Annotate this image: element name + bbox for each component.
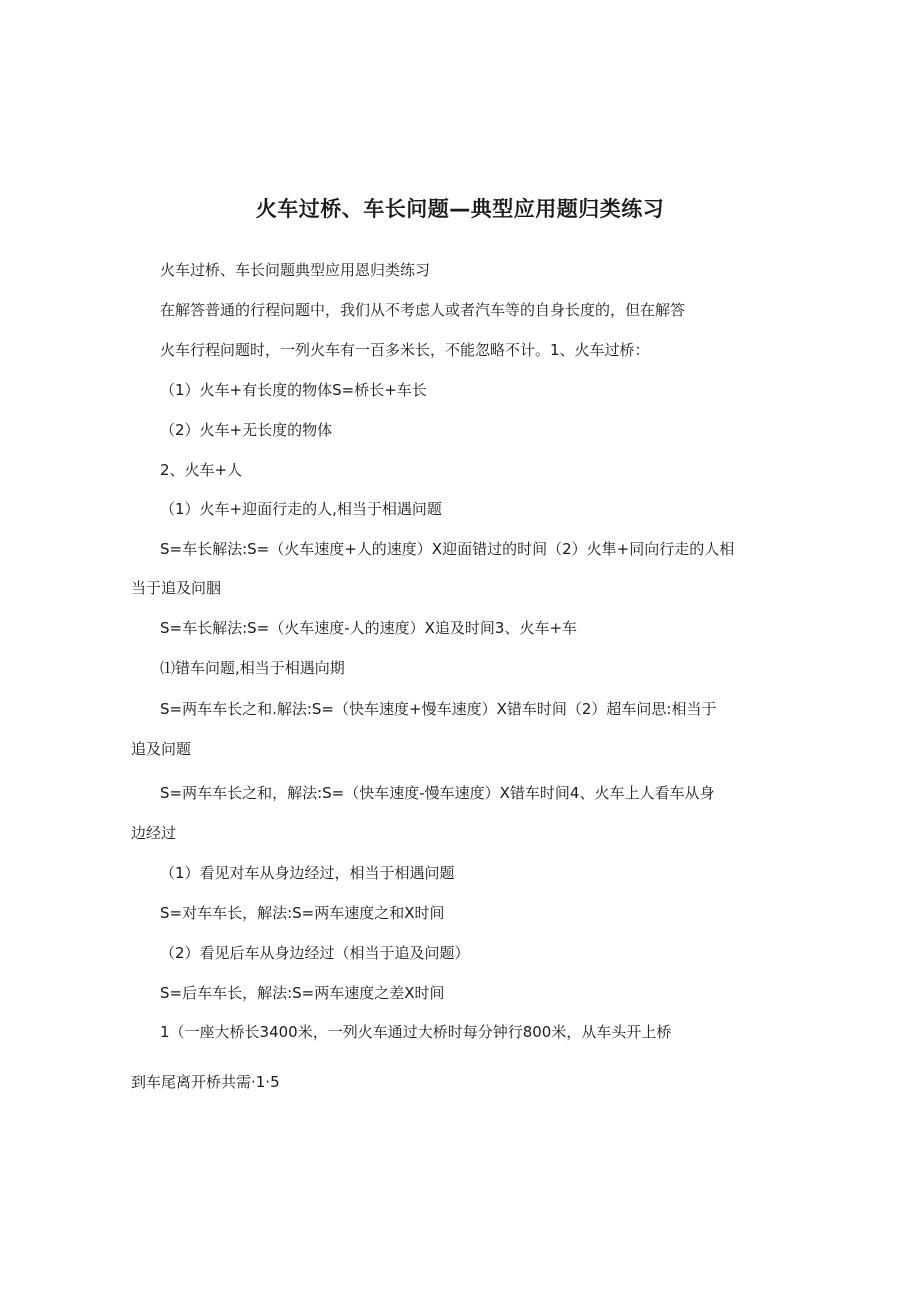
paragraph-line-15: 边经过 (131, 824, 177, 842)
paragraph-line-7: （1）火车+迎面行走的人,相当于相遇问题 (160, 500, 442, 518)
paragraph-line-19: S=后车车长，解法:S=两车速度之差X时间 (160, 984, 445, 1002)
paragraph-line-13: 追及问题 (131, 740, 192, 758)
paragraph-line-14: S=两车车长之和，解法:S=（快车速度-慢车速度）X错车时间4、火车上人看车从身 (160, 784, 715, 802)
paragraph-line-6: 2、火车+人 (160, 461, 243, 479)
paragraph-line-2: 在解答普通的行程问题中，我们从不考虑人或者汽车等的自身长度的，但在解答 (160, 301, 686, 319)
paragraph-line-11: ⑴错车问题,相当于相遇向期 (160, 659, 345, 677)
paragraph-line-12: S=两车车长之和.解法:S=（快车速度+慢车速度）X错车时间（2）超车问思:相当于 (160, 700, 717, 718)
paragraph-line-9: 当于追及问胭 (131, 579, 222, 597)
paragraph-line-16: （1）看见对车从身边经过，相当于相遇问题 (160, 864, 455, 882)
paragraph-line-17: S=对车车长，解法:S=两车速度之和X时间 (160, 904, 445, 922)
paragraph-line-5: （2）火车+无长度的物体 (160, 421, 333, 439)
paragraph-line-4: （1）火车+有长度的物体S=桥长+车长 (160, 381, 427, 399)
paragraph-line-20: 1（一座大桥长3400米，一列火车通过大桥时每分钟行800米，从车头开上桥 (160, 1023, 672, 1041)
paragraph-line-3: 火车行程问题时，一列火车有一百多米长，不能忽略不计。1、火车过桥： (160, 341, 650, 359)
document-title: 火车过桥、车长问题—典型应用题归类练习 (255, 197, 665, 221)
paragraph-line-21: 到车尾离开桥共需·1·5 (131, 1073, 280, 1091)
paragraph-line-10: S=车长解法:S=（火车速度-人的速度）X追及时间3、火车+车 (160, 619, 578, 637)
paragraph-line-1: 火车过桥、车长问题典型应用恩归类练习 (160, 261, 431, 279)
paragraph-line-18: （2）看见后车从身边经过（相当于追及问题） (160, 944, 470, 962)
paragraph-line-8: S=车长解法:S=（火车速度+人的速度）X迎面错过的时间（2）火隼+同向行走的人相 (160, 540, 735, 558)
